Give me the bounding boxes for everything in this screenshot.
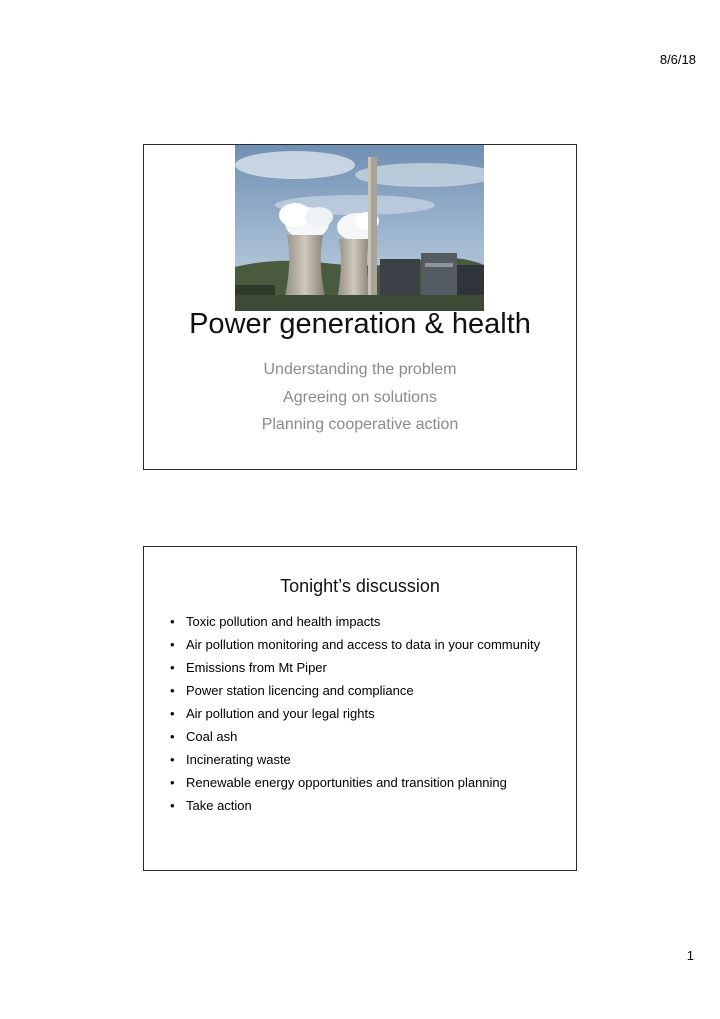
list-item: • Renewable energy opportunities and transition planning <box>170 775 507 790</box>
title-slide <box>143 144 577 470</box>
list-item: • Power station licencing and compliance <box>170 683 414 698</box>
slide-title: Power generation & health <box>189 308 531 340</box>
list-item: • Emissions from Mt Piper <box>170 660 327 675</box>
slide-subtitle-1: Understanding the problem <box>263 361 457 378</box>
slide-subtitle-2: Agreeing on solutions <box>283 389 437 406</box>
power-station-photo <box>235 145 484 311</box>
list-item: • Air pollution and your legal rights <box>170 706 375 721</box>
list-item: • Incinerating waste <box>170 752 291 767</box>
bullet-list <box>170 613 565 820</box>
slide-subtitle-3: Planning cooperative action <box>261 416 459 433</box>
slide-title: Tonight’s discussion <box>280 576 440 596</box>
list-item: • Coal ash <box>170 729 238 744</box>
page-number: 1 <box>686 948 694 963</box>
list-item: • Take action <box>170 798 252 813</box>
discussion-slide <box>143 546 577 871</box>
list-item: • Toxic pollution and health impacts <box>170 614 381 629</box>
list-item: • Air pollution monitoring and access to data in your community <box>170 637 541 652</box>
date-header: 8/6/18 <box>659 52 696 67</box>
